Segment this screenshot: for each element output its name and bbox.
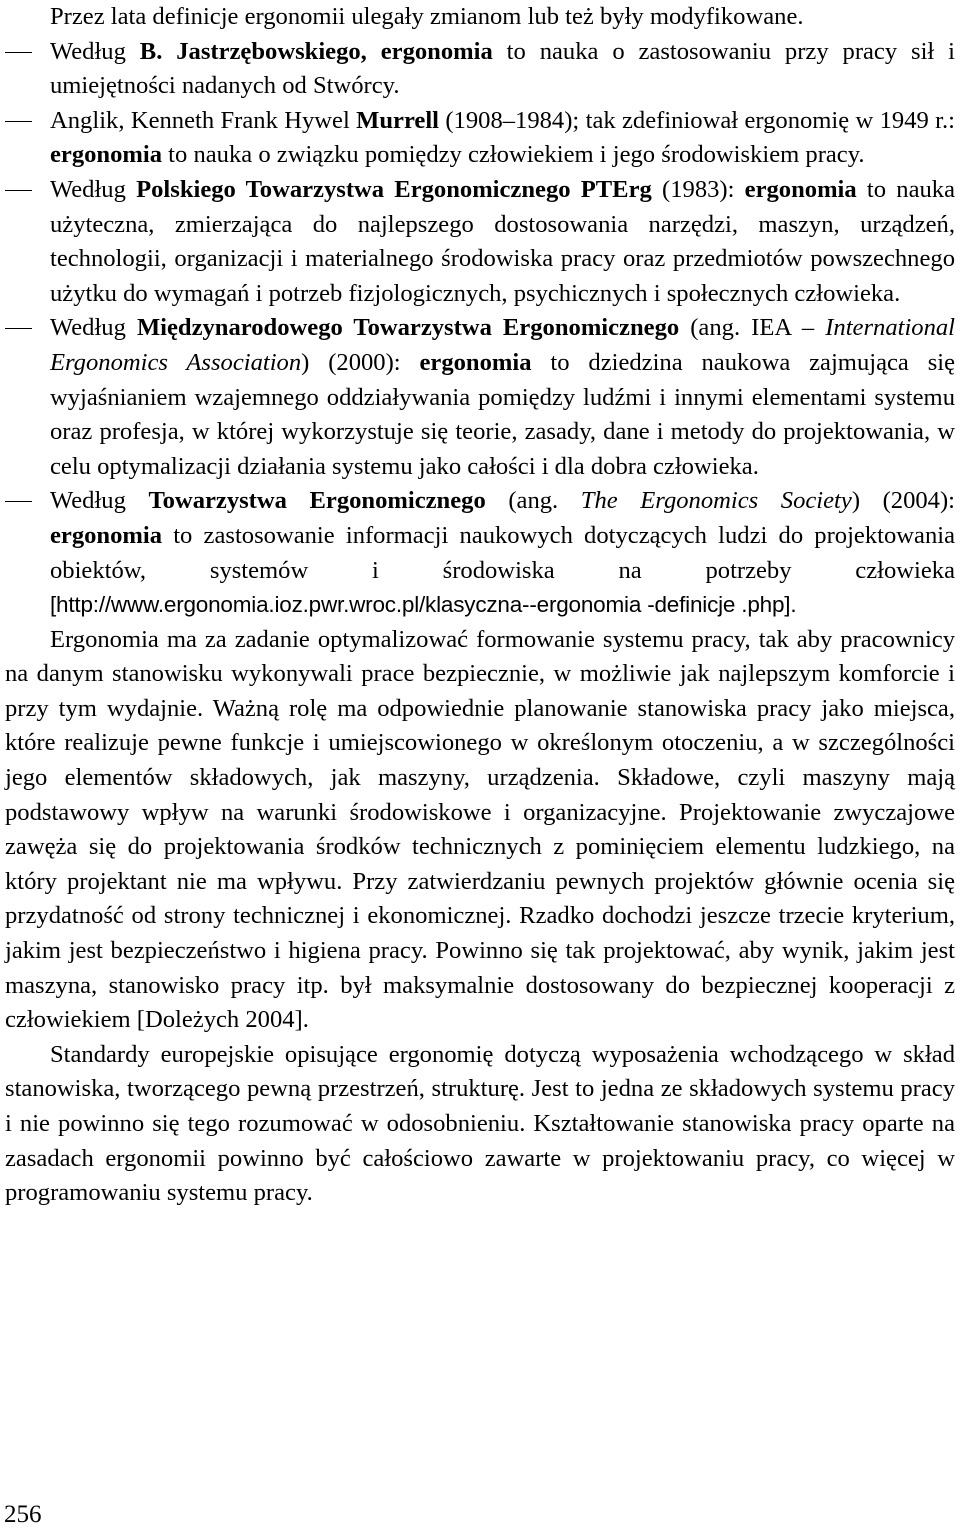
definition-body: to zastosowanie informacji naukowych dotyczących ludzi do projektowania obiektów, systemów i środowiska na potrzeby człowieka [50, 521, 955, 584]
definition-term: ergonomia [744, 175, 857, 203]
body-paragraph-2: Standardy europejskie opisujące ergonomię dotyczą wyposażenia wchodzącego w skład stanowiska, tworzącego pewną przestrzeń, strukturę. Jest to jedna ze składowych systemu pracy i nie powinno się tego rozumować w odosobnieniu. Kształtowanie stanowiska pracy oparte na zasadach ergonomii powinno być całościowo zawarte w projektowaniu pracy, co więcej w programowaniu systemu pracy. [5, 1040, 955, 1207]
dash-bullet-icon [5, 52, 32, 53]
definition-prefix: Według [50, 487, 149, 515]
dash-bullet-icon [5, 501, 32, 502]
definition-item-murrell [5, 104, 955, 173]
definition-body: to dziedzina naukowa zajmująca się wyjaśnianiem wzajemnego oddziaływania pomiędzy ludźmi i innymi elementami systemu oraz profesja, w której wykorzystuje się teorie, zasady, dane i metody do projektowania, w celu optymalizacji działania systemu jako całości i dla dobra człowieka. [50, 348, 956, 480]
definition-middle: ) (2000): [301, 348, 420, 376]
definition-item-pterg [5, 173, 955, 311]
definition-author: Towarzystwa Ergonomicznego [148, 487, 486, 515]
definition-prefix: Według [50, 37, 140, 65]
definition-author: B. Jastrzębowskiego, [139, 37, 367, 65]
definition-middle: ) (2004): [851, 487, 955, 515]
document-body [5, 0, 955, 1211]
definition-prefix: Według [50, 314, 137, 342]
dash-bullet-icon [5, 328, 32, 329]
definition-prefix: Anglik, Kenneth Frank Hywel [50, 106, 357, 134]
intro-line: Przez lata definicje ergonomii ulegały zmianom lub też były modyfikowane. [50, 3, 804, 30]
definition-english-name: The Ergonomics Society [580, 487, 852, 515]
definition-middle: (1908–1984); tak zdefiniował ergonomię w 1949 r.: [439, 106, 955, 134]
source-url: [http://www.ergonomia.ioz.pwr.wroc.pl/klasyczna--ergonomia -definicje .php]. [50, 592, 797, 618]
body-paragraph-1: Ergonomia ma za zadanie optymalizować formowanie systemu pracy, tak aby pracownicy na danym stanowisku wykonywali prace bezpiecznie, w możliwie jak najlepszym komforcie i przy tym wydajnie. Ważną rolę ma odpowiednie planowanie stanowiska pracy jako miejsca, które realizuje pewne funkcje i umiejscowionego w określonym otoczeniu, a w szczególności jego elementów składowych, jak maszyny, urządzenia. Składowe, czyli maszyny mają podstawowy wpływ na warunki środowiskowe i organizacyjne. Projektowanie zwyczajowe zawęża się do projektowania środków technicznych z pominięciem elementu ludzkiego, na który projektant nie ma wpływu. Przy zatwierdzaniu pewnych projektów głównie ocenia się przydatność od strony technicznej i ekonomicznej. Rzadko dochodzi jeszcze trzecie kryterium, jakim jest bezpieczeństwo i higiena pracy. Powinno się tak projektować, aby wynik, jakim jest maszyna, stanowisko pracy itp. był maksymalnie dostosowany do bezpiecznej kooperacji z człowiekiem [Doleżych 2004]. [5, 625, 955, 1034]
page-number: 256 [4, 1501, 42, 1528]
dash-bullet-icon [5, 121, 32, 122]
definition-middle: (ang. IEA – [679, 314, 826, 342]
definition-item-iea [5, 311, 955, 484]
definition-item-ergonomics-society [5, 484, 955, 622]
definition-body: to nauka użyteczna, zmierzająca do najlepszego dostosowania narzędzi, maszyn, urządzeń, technologii, organizacji i materialnego środowiska pracy oraz przedmiotów powszechnego użytku do wymagań i potrzeb fizjologicznych, psychicznych i społecznych człowieka. [50, 175, 956, 307]
definition-middle: (1983): [651, 175, 745, 203]
definition-body: to nauka o związku pomiędzy człowiekiem i jego środowiskiem pracy. [162, 141, 865, 169]
definition-term: ergonomia [50, 141, 163, 169]
definition-author: Polskiego Towarzystwa Ergonomicznego PTErg [136, 175, 652, 203]
dash-bullet-icon [5, 190, 32, 191]
definition-term: ergonomia [380, 37, 493, 65]
definition-term: ergonomia [419, 348, 532, 376]
definition-prefix: Według [50, 175, 137, 203]
definition-author: Murrell [356, 106, 440, 134]
definition-author: Międzynarodowego Towarzystwa Ergonomicznego [136, 314, 680, 342]
definition-middle: (ang. [485, 487, 581, 515]
definition-term: ergonomia [50, 521, 163, 549]
definition-body: to nauka o zastosowaniu przy pracy sił i umiejętności nadanych od Stwórcy. [50, 37, 956, 100]
definition-english-name: International Ergonomics Association [50, 314, 956, 376]
definition-item-jastrzebowski [5, 35, 955, 104]
